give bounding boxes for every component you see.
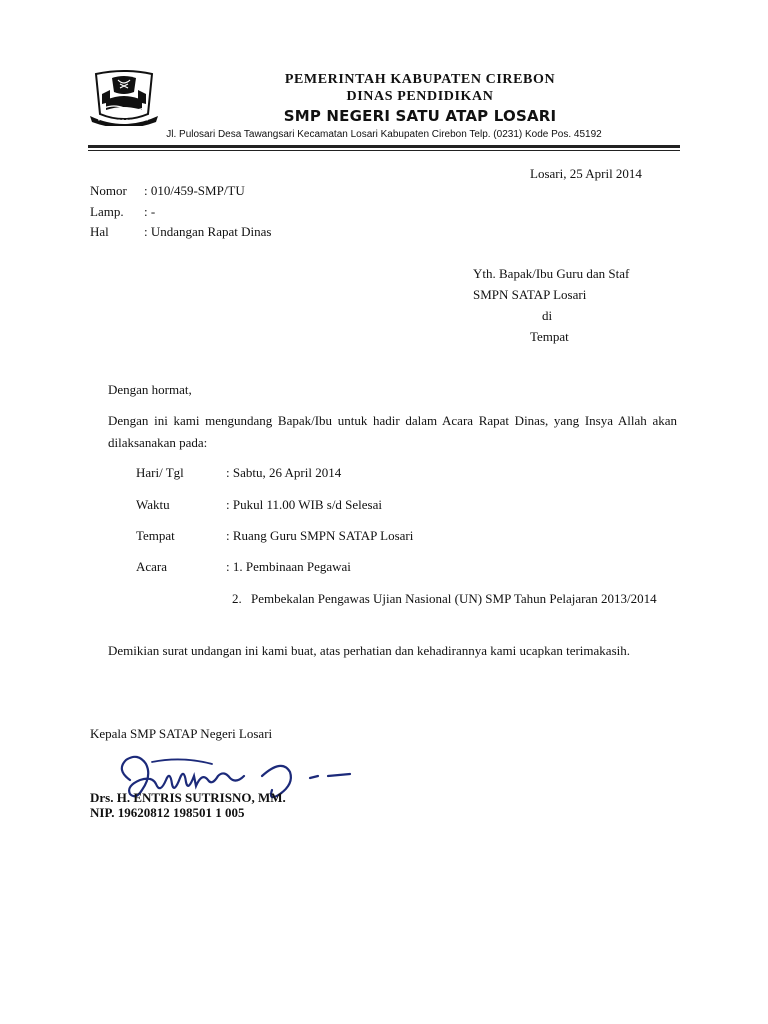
agenda-item-2-text: Pembekalan Pengawas Ujian Nasional (UN) SMP Tahun Pelajaran 2013/2014 bbox=[251, 591, 657, 606]
recipient-line-4: Tempat bbox=[530, 329, 569, 344]
closing-paragraph: Demikian surat undangan ini kami buat, atas perhatian dan kehadirannya kami ucapkan terimakasih. bbox=[108, 643, 630, 658]
detail-label: Waktu bbox=[136, 497, 170, 512]
nomor-label: Nomor bbox=[90, 183, 127, 198]
letterhead-department: DINAS PENDIDIKAN bbox=[346, 89, 494, 104]
nomor-value: : 010/459-SMP/TU bbox=[144, 183, 245, 198]
letterhead-government: PEMERINTAH KABUPATEN CIREBON bbox=[284, 72, 556, 87]
letterhead-divider-thin bbox=[88, 150, 680, 151]
detail-label: Hari/ Tgl bbox=[136, 465, 184, 480]
detail-value: : 1. Pembinaan Pegawai bbox=[226, 559, 351, 574]
lampiran-value: : - bbox=[144, 204, 156, 219]
detail-label: Acara bbox=[136, 559, 168, 574]
greeting: Dengan hormat, bbox=[108, 382, 192, 397]
signatory-name: Drs. H. ENTRIS SUTRISNO, MM. bbox=[90, 790, 286, 805]
recipient-line-3: di bbox=[542, 308, 553, 323]
hal-value: : Undangan Rapat Dinas bbox=[144, 224, 272, 239]
detail-value: : Pukul 11.00 WIB s/d Selesai bbox=[226, 497, 382, 512]
hal-label: Hal bbox=[90, 224, 109, 239]
agenda-item-2-number: 2. bbox=[232, 591, 242, 606]
signatory-title: Kepala SMP SATAP Negeri Losari bbox=[90, 726, 273, 741]
lampiran-label: Lamp. bbox=[90, 204, 124, 219]
recipient-line-1: Yth. Bapak/Ibu Guru dan Staf bbox=[473, 266, 630, 281]
letter-date: Losari, 25 April 2014 bbox=[530, 166, 642, 181]
detail-value: : Ruang Guru SMPN SATAP Losari bbox=[226, 528, 414, 543]
signatory-nip: NIP. 19620812 198501 1 005 bbox=[90, 805, 245, 820]
detail-value: : Sabtu, 26 April 2014 bbox=[226, 465, 342, 480]
recipient-line-2: SMPN SATAP Losari bbox=[473, 287, 587, 302]
intro-paragraph: Dengan ini kami mengundang Bapak/Ibu untuk hadir dalam Acara Rapat Dinas, yang Insya Allah akan dilaksanakan pada: bbox=[108, 413, 677, 450]
letterhead-school-name: SMP NEGERI SATU ATAP LOSARI bbox=[283, 107, 557, 125]
letterhead-divider-thick bbox=[88, 145, 680, 148]
letterhead-address: Jl. Pulosari Desa Tawangsari Kecamatan Losari Kabupaten Cirebon Telp. (0231) Kode Pos. 45192 bbox=[166, 129, 602, 140]
detail-label: Tempat bbox=[136, 528, 175, 543]
regency-emblem-logo bbox=[88, 70, 160, 126]
